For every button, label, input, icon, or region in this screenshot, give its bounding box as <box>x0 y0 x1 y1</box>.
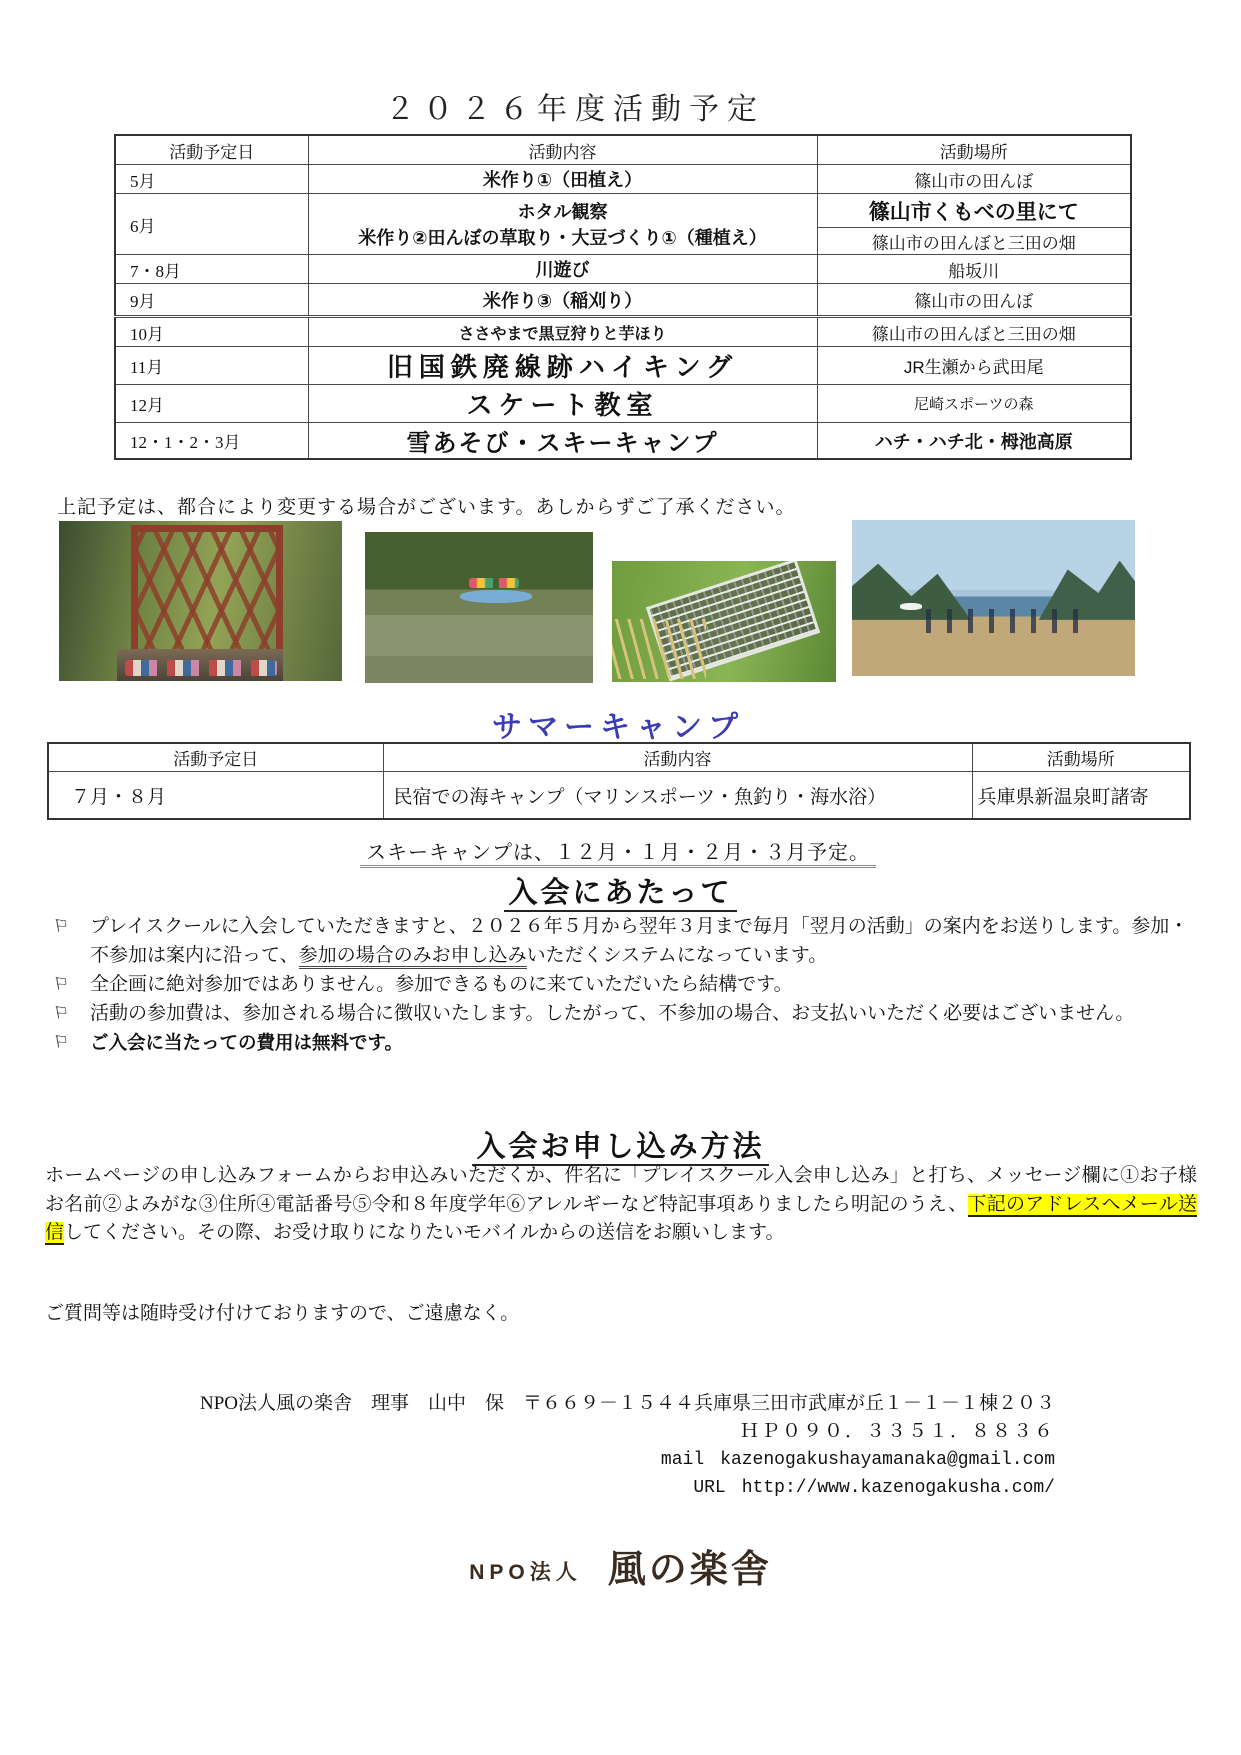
cell-date: 5月 <box>115 165 308 194</box>
cell-place: ハチ・ハチ北・栂池高原 <box>817 423 1131 460</box>
table-row <box>115 385 1131 423</box>
beachgoers-shape <box>926 609 1084 633</box>
railway-bridge-hiking-photo <box>59 521 342 681</box>
bullet-item <box>48 970 1200 999</box>
table-row <box>115 284 1131 317</box>
cell-content: 雪あそび・スキーキャンプ <box>308 423 817 460</box>
cell-content: 川遊び <box>308 255 817 284</box>
bullet-text-post: いただくシステムになっています。 <box>526 945 828 966</box>
membership-heading <box>0 870 1241 911</box>
annual-schedule-table <box>114 134 1132 460</box>
cell-place: 篠山市の田んぼと三田の畑 <box>817 317 1131 347</box>
bullet-text: ご入会に当たっての費用は無料です。 <box>90 1032 404 1053</box>
cell-date: 9月 <box>115 284 308 317</box>
page-title: ２０２６年度活動予定 <box>385 93 765 126</box>
cell-place: 船坂川 <box>817 255 1131 284</box>
application-text-1: ホームページの申し込みフォームからお申込みいただくか、件名に「プレイスクール入会申し込み」と打ち、メッセージ欄に①お子様お名前②よみがな③住所④電話番号⑤令和８年度学年⑥アレルギーなど特記事項ありましたら明記のうえ、 <box>45 1165 1197 1215</box>
website-url[interactable]: http://www.kazenogakusha.com/ <box>741 1478 1055 1498</box>
table-row <box>115 255 1131 284</box>
schedule-change-notice: 上記予定は、都合により変更する場合がございます。あしからずご了承ください。 <box>57 497 796 518</box>
organization-logo <box>0 1538 1241 1593</box>
contact-block <box>0 1390 1055 1502</box>
bbq-grills-photo <box>612 561 836 682</box>
table-header-row <box>115 135 1131 165</box>
cell-place: 篠山市の田んぼ <box>817 284 1131 317</box>
header-place: 活動場所 <box>817 135 1131 165</box>
header-date: 活動予定日 <box>115 135 308 165</box>
cell-date: 6月 <box>115 194 308 255</box>
application-paragraph <box>45 1162 1197 1248</box>
cell-place: 篠山市くもべの里にて <box>817 194 1131 228</box>
cell-place: JR生瀬から武田尾 <box>817 347 1131 385</box>
cell-content: 民宿での海キャンプ（マリンスポーツ・魚釣り・海水浴） <box>383 772 972 820</box>
contact-url-line <box>0 1474 1055 1502</box>
application-highlighted-text: 下記のアドレスへメール送信 <box>45 1193 1197 1243</box>
contact-phone-line: ＨＰ０９０．３３５１．８８３６ <box>739 1421 1055 1442</box>
bullet-item <box>48 912 1200 970</box>
cell-date: 12・1・2・3月 <box>115 423 308 460</box>
cell-place: 篠山市の田んぼと三田の畑 <box>817 228 1131 255</box>
application-text-2: してください。その際、お受け取りになりたいモバイルからの送信をお願いします。 <box>64 1222 785 1243</box>
cell-date: ７月・８月 <box>48 772 383 820</box>
bullet-text: 活動の参加費は、参加される場合に徴収いたします。したがって、不参加の場合、お支払いいただく必要はございません。 <box>90 1003 1135 1024</box>
flag-bullet-icon: ⚐ <box>52 1030 71 1054</box>
membership-heading-text: 入会にあたって <box>504 877 736 912</box>
table-row <box>115 194 1131 228</box>
ski-camp-note <box>0 836 1236 865</box>
content-line: 米作り②田んぼの草取り・大豆づくり①（種植え） <box>358 228 767 248</box>
table-row <box>115 347 1131 385</box>
canoe-shape <box>460 590 532 603</box>
cell-place: 尼崎スポーツの森 <box>817 385 1131 423</box>
contact-address-line: NPO法人風の楽舎 理事 山中 保 〒６６９－１５４４兵庫県三田市武庫が丘１－１－１棟２０３ <box>199 1393 1055 1414</box>
table-row <box>115 317 1131 347</box>
questions-note: ご質問等は随時受け付けておりますので、ご遠慮なく。 <box>45 1303 520 1324</box>
river-canoe-photo <box>365 532 593 683</box>
header-content: 活動内容 <box>383 743 972 772</box>
bullet-text <box>90 916 1188 969</box>
application-heading <box>0 1124 1241 1165</box>
bullet-item <box>48 1028 1200 1058</box>
beach-sea-photo <box>852 520 1135 676</box>
ski-camp-note-text: スキーキャンプは、１２月・１月・２月・３月予定。 <box>360 842 876 868</box>
bullet-text-pre: プレイスクールに入会していただきますと、２０２６年５月から翌年３月まで毎月「翌月の活動」の案内をお送りします。参加・不参加は案内に沿って、 <box>90 916 1189 966</box>
cell-place: 篠山市の田んぼ <box>817 165 1131 194</box>
cell-content: スケート教室 <box>308 385 817 423</box>
membership-bullets <box>48 912 1200 1058</box>
cell-date: 7・8月 <box>115 255 308 284</box>
cell-content: 米作り③（稲刈り） <box>308 284 817 317</box>
cell-date: 11月 <box>115 347 308 385</box>
skewers-shape <box>612 619 706 679</box>
table-row <box>115 165 1131 194</box>
flag-bullet-icon: ⚐ <box>52 914 71 938</box>
bullet-text: 全企画に絶対参加ではありません。参加できるものに来ていただいたら結構です。 <box>90 974 793 995</box>
cell-place: 兵庫県新温泉町諸寄 <box>972 772 1190 820</box>
table-header-row <box>48 743 1190 772</box>
table-row <box>48 772 1190 820</box>
cell-content: ささやまで黒豆狩りと芋ほり <box>308 317 817 347</box>
url-label: URL <box>693 1478 726 1498</box>
flag-bullet-icon: ⚐ <box>52 1001 71 1025</box>
header-content: 活動内容 <box>308 135 817 165</box>
header-date: 活動予定日 <box>48 743 383 772</box>
table-row <box>115 423 1131 460</box>
cell-content <box>308 194 817 255</box>
cell-date: 12月 <box>115 385 308 423</box>
bullet-item <box>48 999 1200 1028</box>
content-line: ホタル観察 <box>517 202 608 222</box>
cell-content: 米作り①（田植え） <box>308 165 817 194</box>
cell-content: 旧国鉄廃線跡ハイキング <box>308 347 817 385</box>
header-place: 活動場所 <box>972 743 1190 772</box>
bullet-text-underlined: 参加の場合のみお申し込み <box>299 945 527 969</box>
logo-prefix-text: NPO法人 <box>469 1561 582 1584</box>
contact-email-line <box>0 1446 1055 1474</box>
boat-shape <box>900 603 922 610</box>
summer-camp-title: サマーキャンプ <box>492 711 744 744</box>
flag-bullet-icon: ⚐ <box>52 972 71 996</box>
children-shape <box>469 578 519 588</box>
application-heading-text: 入会お申し込み方法 <box>472 1131 768 1166</box>
hikers-shape <box>125 660 277 676</box>
summer-camp-table <box>47 742 1191 820</box>
logo-name-text: 風の楽舎 <box>607 1549 772 1591</box>
email-label: mail <box>660 1450 705 1470</box>
cell-date: 10月 <box>115 317 308 347</box>
email-address[interactable]: kazenogakushayamanaka@gmail.com <box>720 1450 1055 1470</box>
